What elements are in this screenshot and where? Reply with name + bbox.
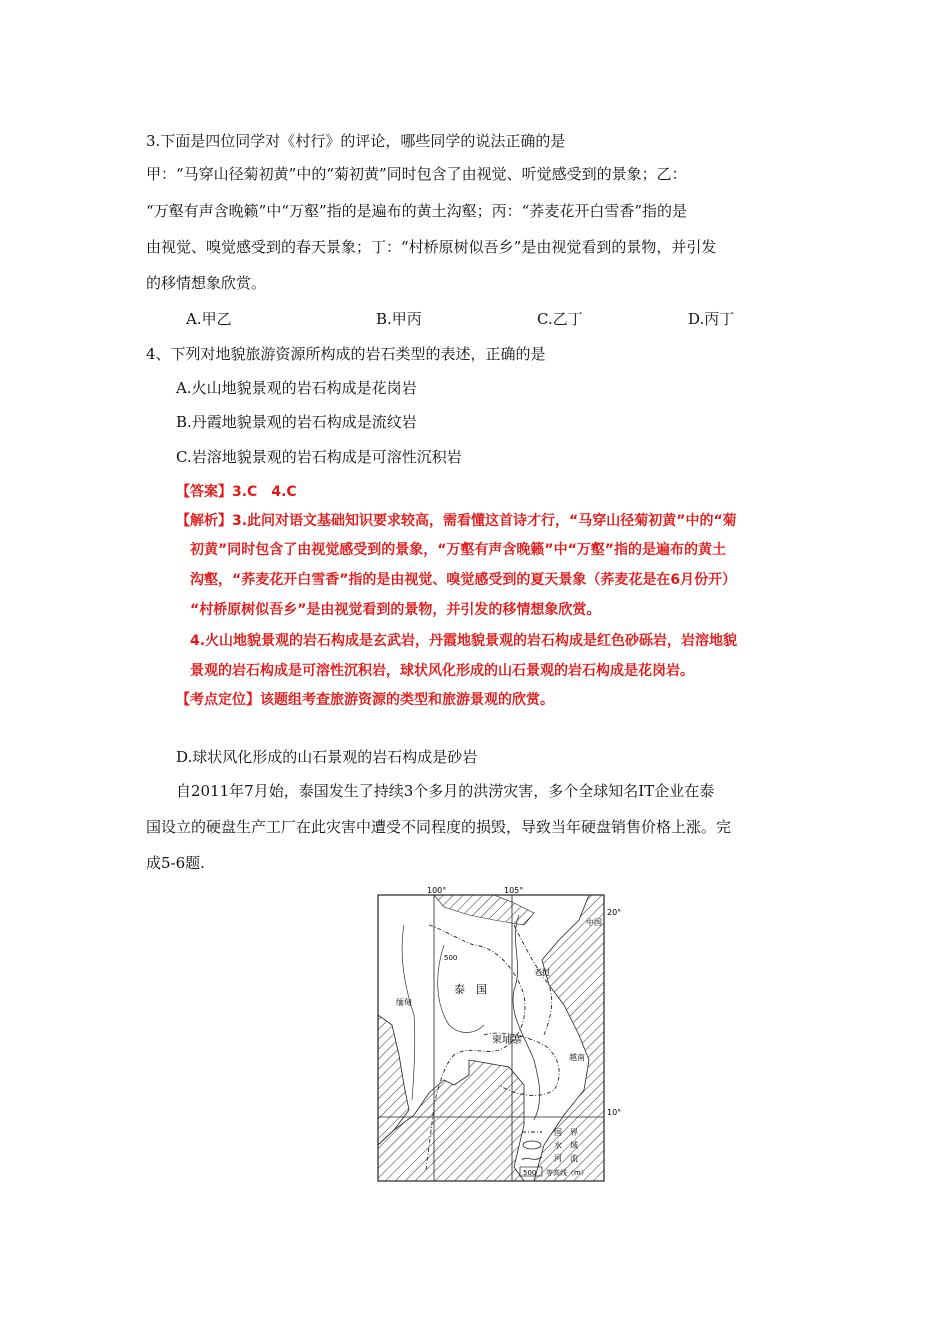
lat-10-label: 10°: [607, 1108, 622, 1117]
vietnam-label: 越南: [569, 1053, 585, 1062]
analysis-line-2: 初黄”同时包含了由视觉感受到的景象，“万壑有声含晚籁”中“万壑”指的是遍布的黄土: [190, 542, 727, 558]
legend-contour-value: 500: [523, 1169, 537, 1177]
passage-line-2: 国设立的硬盘生产工厂在此灾害中遭受不同程度的损毁，导致当年硬盘销售价格上涨。完: [146, 818, 732, 836]
q4-option-a: A.火山地貌景观的岩石构成是花岗岩: [176, 379, 417, 397]
q4-option-b: B.丹霞地貌景观的岩石构成是流纹岩: [176, 413, 417, 431]
thailand-label: 泰 国: [454, 983, 487, 996]
lat-20-label: 20°: [607, 908, 622, 917]
legend-river: 河 流: [554, 1154, 578, 1163]
q3-line-2: “万壑有声含晚籁”中“万壑”指的是遍布的黄土沟壑；丙：“荞麦花开白雪香”指的是: [146, 202, 688, 220]
q3-line-1: 甲：“马穿山径菊初黄”中的“菊初黄”同时包含了由视觉、听觉感受到的景象；乙：: [146, 165, 687, 183]
analysis-line-4: “村桥原树似吾乡”是由视觉看到的景物，并引发的移情想象欣赏。: [190, 602, 601, 618]
china-label: 中国: [586, 918, 602, 927]
q4-stem: 4、下列对地貌旅游资源所构成的岩石类型的表述，正确的是: [146, 345, 546, 363]
q3-option-d: D.丙丁: [688, 310, 735, 328]
q3-option-a: A.甲乙: [186, 310, 232, 328]
legend-water: 水 域: [554, 1141, 578, 1150]
passage-line-3: 成5-6题.: [146, 854, 205, 872]
q4-option-c: C.岩溶地貌景观的岩石构成是可溶性沉积岩: [176, 448, 462, 466]
thailand-map: [374, 885, 634, 1185]
analysis-line-6: 景观的岩石构成是可溶性沉积岩，球状风化形成的山石景观的岩石构成是花岗岩。: [190, 663, 694, 679]
cambodia-label: 柬埔寨: [492, 1035, 522, 1046]
q3-line-3: 由视觉、嗅觉感受到的春天景象；丁：“村桥原树似吾乡”是由视觉看到的景物，并引发: [146, 238, 717, 256]
analysis-line-3: 沟壑，“荞麦花开白雪香”指的是由视觉、嗅觉感受到的夏天景象（荞麦花是在6月份开）: [190, 572, 737, 588]
passage-line-1: 自2011年7月始，泰国发生了持续3个多月的洪涝灾害，多个全球知名IT企业在泰: [176, 782, 715, 800]
analysis-line-5: 4.火山地貌景观的岩石构成是玄武岩，丹霞地貌景观的岩石构成是红色砂砾岩，岩溶地貌: [190, 633, 738, 649]
q3-stem: 3.下面是四位同学对《村行》的评论，哪些同学的说法正确的是: [146, 132, 566, 150]
lon-100-label: 100°: [427, 886, 447, 895]
q3-line-4: 的移情想象欣赏。: [146, 274, 267, 292]
legend-contour: 等高线（m）: [546, 1169, 588, 1177]
q4-option-d: D.球状风化形成的山石景观的岩石构成是砂岩: [176, 748, 478, 766]
answer-line: 【答案】3.C 4.C: [176, 484, 297, 500]
contour-500-label: 500: [444, 954, 458, 962]
lon-105-label: 105°: [504, 886, 524, 895]
analysis-line-1: 【解析】3.此问对语文基础知识要求较高，需看懂这首诗才行，“马穿山径菊初黄”中的“菊: [176, 513, 737, 529]
legend-border: 国 界: [554, 1128, 578, 1137]
thailand-map-figure: [374, 885, 634, 1185]
q3-option-c: C.乙丁: [537, 310, 583, 328]
q3-option-b: B.甲丙: [376, 310, 422, 328]
myanmar-label: 缅甸: [396, 998, 412, 1007]
knowledge-point-line: 【考点定位】该题组考查旅游资源的类型和旅游景观的欣赏。: [176, 692, 554, 708]
laos-label: 老挝: [534, 968, 550, 977]
